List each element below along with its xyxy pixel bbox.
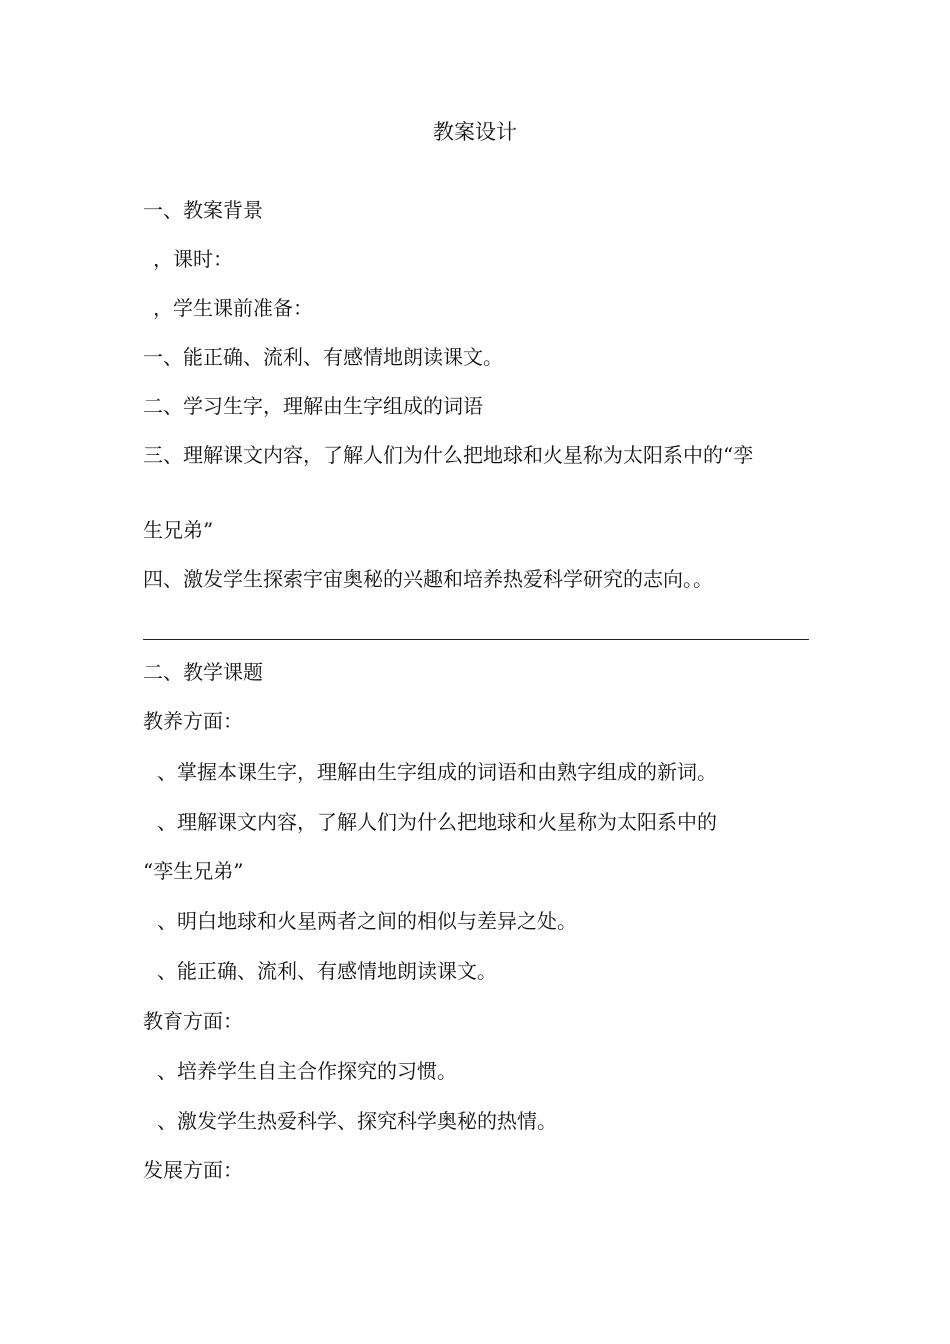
list-item: 、激发学生热爱科学、探究科学奥秘的热情。 [157,1109,557,1133]
subheading-education: 教育方面： [143,1009,243,1033]
horizontal-divider [143,639,809,640]
text-line-objective-3: 三、理解课文内容，了解人们为什么把地球和火星称为太阳系中的“孪 [143,443,754,467]
subheading-cultivation: 教养方面： [143,709,243,733]
text-line-student-prep: ，学生课前准备： [153,296,313,320]
text-line-objective-4: 四、激发学生探索宇宙奥秘的兴趣和培养热爱科学研究的志向。。 [143,567,713,591]
document-title: 教案设计 [433,120,517,144]
text-line-objective-2: 二、学习生字，理解由生字组成的词语 [143,394,483,418]
list-item: 、理解课文内容，了解人们为什么把地球和火星称为太阳系中的 [157,810,717,834]
text-line-objective-1: 一、能正确、流利、有感情地朗读课文。 [143,345,503,369]
list-item: 、掌握本课生字，理解由生字组成的词语和由熟字组成的新词。 [157,760,717,784]
list-item: 、明白地球和火星两者之间的相似与差异之处。 [157,909,577,933]
section-heading-background: 一、教案背景 [143,198,263,222]
text-line-class-hours: ，课时： [153,247,233,271]
section-heading-topic: 二、教学课题 [143,660,263,684]
list-item: 、培养学生自主合作探究的习惯。 [157,1059,457,1083]
subheading-development: 发展方面： [143,1158,243,1182]
list-item: 、能正确、流利、有感情地朗读课文。 [157,959,497,983]
text-line-objective-3-cont: 生兄弟” [143,518,214,542]
list-item-cont: “孪生兄弟” [143,859,244,883]
